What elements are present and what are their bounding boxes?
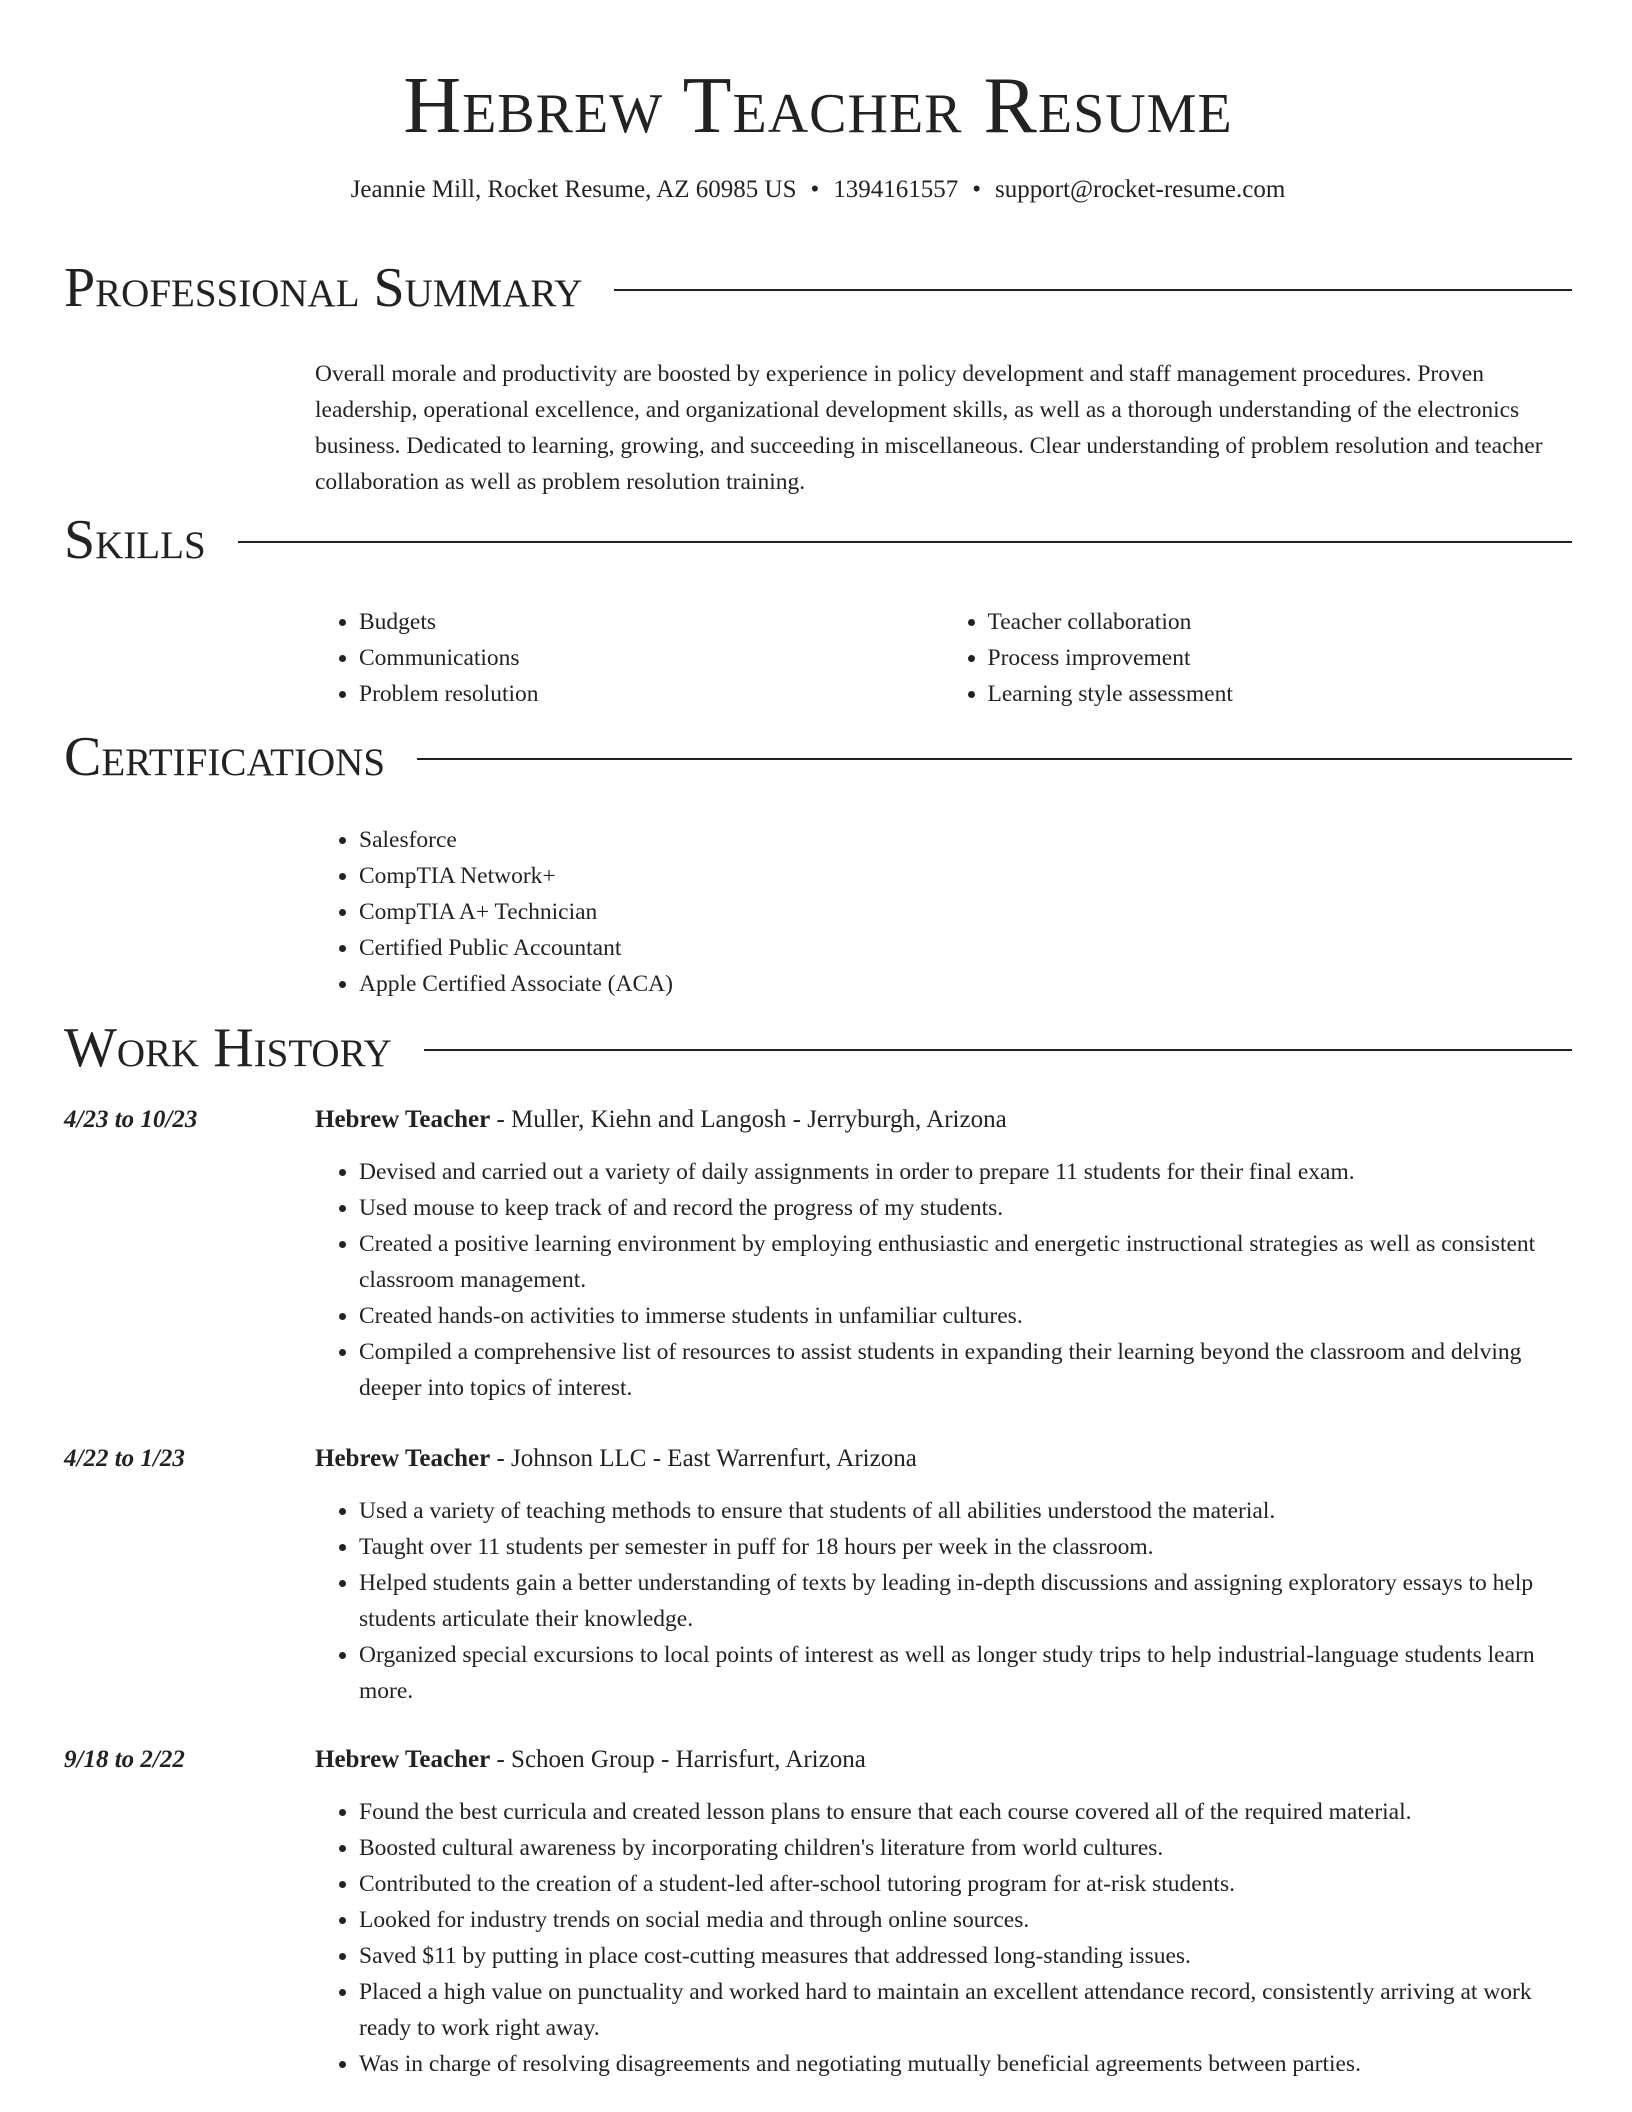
list-item: • Was in charge of resolving disagreements and negotiating mutually beneficial agreements between parties. [359, 2046, 1572, 2082]
contact-separator: • [972, 176, 982, 203]
list-item: • Saved $11 by putting in place cost-cutting measures that addressed long-standing issues. [359, 1938, 1572, 1974]
list-item: • Apple Certified Associate (ACA) [359, 966, 1572, 1002]
list-item: • Taught over 11 students per semester in puff for 18 hours per week in the classroom. [359, 1529, 1572, 1565]
list-item: • Teacher collaboration [988, 604, 1573, 640]
job-header [64, 1102, 1572, 1138]
section-title: Certifications [64, 726, 386, 788]
summary-text: Overall morale and productivity are boosted by experience in policy development and staff management procedures. Proven leadership, operational excellence, and organizational development skills, as well as a thorough understanding of the electronics business. Dedicated to learning, growing, and succeeding in miscellaneous. Clear understanding of problem resolution and teacher collaboration as well as problem resolution training. [315, 361, 1543, 495]
resume-page [64, 0, 1572, 2077]
job-title-line [315, 1441, 917, 1477]
job-entry [64, 1742, 1572, 2082]
job-role: Hebrew Teacher [315, 1746, 491, 1773]
section-title: Work History [64, 1017, 392, 1079]
list-item: • Created hands-on activities to immerse students in unfamiliar cultures. [359, 1298, 1572, 1334]
list-item: • CompTIA Network+ [359, 858, 1572, 894]
list-item: • CompTIA A+ Technician [359, 894, 1572, 930]
list-item: • Contributed to the creation of a student-led after-school tutoring program for at-risk students. [359, 1866, 1572, 1902]
list-item: • Devised and carried out a variety of daily assignments in order to prepare 11 students for their final exam. [359, 1154, 1572, 1190]
job-bullets [315, 1794, 1572, 2082]
list-item: • Budgets [359, 604, 944, 640]
job-bullets [315, 1154, 1572, 1406]
job-dates: 9/18 to 2/22 [64, 1746, 185, 1773]
section-title: Skills [64, 509, 206, 571]
list-item: • Looked for industry trends on social media and through online sources. [359, 1902, 1572, 1938]
list-item: • Salesforce [359, 822, 1572, 858]
skills-list [315, 604, 1572, 712]
list-item: • Organized special excursions to local points of interest as well as longer study trips to help industrial-language students learn more. [359, 1637, 1572, 1709]
contact-line [64, 174, 1572, 206]
list-item: • Communications [359, 640, 944, 676]
list-item: • Placed a high value on punctuality and worked hard to maintain an excellent attendance record, consistently arriving at work ready to work right away. [359, 1974, 1572, 2046]
section-divider [614, 289, 1572, 291]
job-entry [64, 1102, 1572, 1406]
section-header [64, 510, 1572, 570]
list-item: • Boosted cultural awareness by incorporating children's literature from world cultures. [359, 1830, 1572, 1866]
job-title-line [315, 1102, 1007, 1138]
section-header [64, 727, 1572, 787]
contact-address: Jeannie Mill, Rocket Resume, AZ 60985 US [350, 176, 797, 203]
section-divider [424, 1049, 1572, 1051]
section-divider [238, 541, 1572, 543]
skills-column-left [315, 604, 944, 712]
list-item: • Used a variety of teaching methods to ensure that students of all abilities understood the material. [359, 1493, 1572, 1529]
list-item: • Problem resolution [359, 676, 944, 712]
certifications-list [315, 822, 1572, 1002]
section-header [64, 1018, 1572, 1078]
professional-summary-section [64, 258, 1572, 500]
job-header [64, 1742, 1572, 1778]
list-item: • Compiled a comprehensive list of resources to assist students in expanding their learning beyond the classroom and delving deeper into topics of interest. [359, 1334, 1572, 1406]
work-history-section [64, 1018, 1572, 1078]
list-item: • Helped students gain a better understanding of texts by leading in-depth discussions and assigning exploratory essays to help students articulate their knowledge. [359, 1565, 1572, 1637]
job-entry [64, 1441, 1572, 1709]
job-header [64, 1441, 1572, 1477]
list-item: • Certified Public Accountant [359, 930, 1572, 966]
job-role: Hebrew Teacher [315, 1106, 491, 1133]
job-employer: - Muller, Kiehn and Langosh - Jerryburgh, Arizona [490, 1106, 1007, 1133]
contact-separator: • [810, 176, 820, 203]
list-item: • Process improvement [988, 640, 1573, 676]
summary-body [315, 356, 1572, 500]
job-dates: 4/22 to 1/23 [64, 1445, 185, 1472]
contact-email[interactable]: support@rocket-resume.com [995, 176, 1286, 203]
job-employer: - Schoen Group - Harrisfurt, Arizona [490, 1746, 866, 1773]
job-title-line [315, 1742, 866, 1778]
section-title: Professional Summary [64, 257, 583, 319]
contact-phone: 1394161557 [833, 176, 959, 203]
section-divider [417, 758, 1572, 760]
list-item: • Learning style assessment [988, 676, 1573, 712]
job-employer: - Johnson LLC - East Warrenfurt, Arizona [490, 1445, 917, 1472]
skills-column-right [944, 604, 1573, 712]
section-header [64, 258, 1572, 318]
page-title: Hebrew Teacher Resume [403, 62, 1233, 150]
certifications-section [64, 727, 1572, 1002]
job-role: Hebrew Teacher [315, 1445, 491, 1472]
list-item: • Found the best curricula and created lesson plans to ensure that each course covered all of the required material. [359, 1794, 1572, 1830]
job-dates: 4/23 to 10/23 [64, 1106, 198, 1133]
list-item: • Created a positive learning environment by employing enthusiastic and energetic instructional strategies as well as consistent classroom management. [359, 1226, 1572, 1298]
job-bullets [315, 1493, 1572, 1709]
certifications-body [315, 822, 1572, 1002]
skills-section [64, 510, 1572, 712]
list-item: • Used mouse to keep track of and record the progress of my students. [359, 1190, 1572, 1226]
